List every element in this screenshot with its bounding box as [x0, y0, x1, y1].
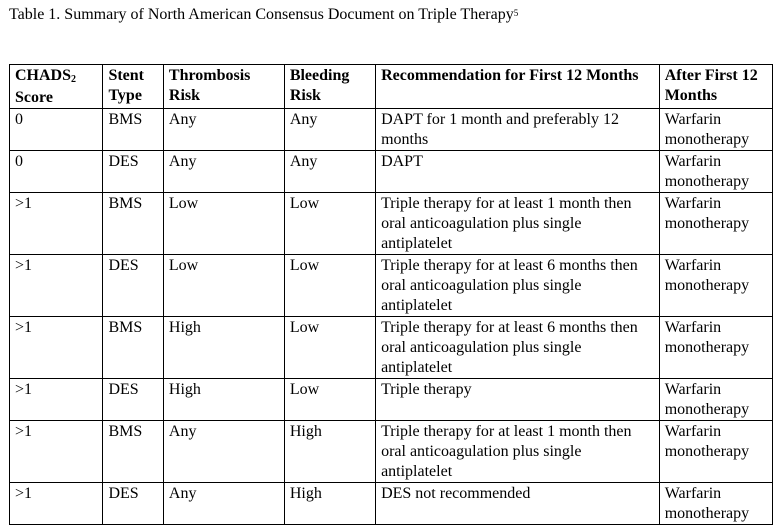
- cell-recommendation: Triple therapy for at least 6 months then oral anticoagulation plus single antiplatelet: [376, 317, 660, 379]
- cell-recommendation: DAPT for 1 month and preferably 12 months: [376, 109, 660, 151]
- cell-bleeding: Low: [284, 255, 375, 317]
- cell-after: Warfarin monotherapy: [659, 421, 772, 483]
- table-row: [10, 379, 773, 421]
- cell-chads: 0: [10, 151, 103, 193]
- table-row: [10, 109, 773, 151]
- table-row: [10, 317, 773, 379]
- cell-thrombosis: Any: [163, 421, 284, 483]
- cell-chads: >1: [10, 421, 103, 483]
- cell-recommendation: DAPT: [376, 151, 660, 193]
- table-row: [10, 483, 773, 525]
- cell-recommendation: DES not recommended: [376, 483, 660, 525]
- cell-recommendation: Triple therapy for at least 6 months then oral anticoagulation plus single antiplatelet: [376, 255, 660, 317]
- cell-after: Warfarin monotherapy: [659, 193, 772, 255]
- header-recommendation: Recommendation for First 12 Months: [376, 65, 660, 109]
- cell-after: Warfarin monotherapy: [659, 109, 772, 151]
- cell-chads: >1: [10, 317, 103, 379]
- table-row: [10, 151, 773, 193]
- cell-recommendation: Triple therapy: [376, 379, 660, 421]
- cell-thrombosis: Low: [163, 193, 284, 255]
- cell-stent: BMS: [103, 193, 163, 255]
- header-chads-score: [10, 65, 103, 109]
- cell-recommendation: Triple therapy for at least 1 month then oral anticoagulation plus single antiplatelet: [376, 421, 660, 483]
- cell-bleeding: Any: [284, 151, 375, 193]
- cell-after: Warfarin monotherapy: [659, 483, 772, 525]
- table-row: [10, 421, 773, 483]
- header-bleeding-risk: Bleeding Risk: [284, 65, 375, 109]
- cell-thrombosis: High: [163, 379, 284, 421]
- cell-bleeding: Low: [284, 317, 375, 379]
- cell-stent: BMS: [103, 109, 163, 151]
- triple-therapy-table: [9, 64, 773, 525]
- cell-thrombosis: High: [163, 317, 284, 379]
- header-chads-text2: Score: [15, 89, 53, 106]
- cell-chads: >1: [10, 193, 103, 255]
- cell-stent: BMS: [103, 317, 163, 379]
- table-row: [10, 193, 773, 255]
- cell-stent: DES: [103, 255, 163, 317]
- header-chads-text: CHADS: [15, 67, 72, 84]
- cell-bleeding: Any: [284, 109, 375, 151]
- header-row: [10, 65, 773, 109]
- cell-thrombosis: Any: [163, 109, 284, 151]
- caption-reference: 5: [513, 8, 519, 18]
- cell-chads: >1: [10, 379, 103, 421]
- caption-text: Table 1. Summary of North American Consensus Document on Triple Therapy: [9, 6, 514, 23]
- cell-thrombosis: Low: [163, 255, 284, 317]
- cell-bleeding: High: [284, 421, 375, 483]
- cell-stent: DES: [103, 483, 163, 525]
- cell-thrombosis: Any: [163, 483, 284, 525]
- cell-chads: >1: [10, 255, 103, 317]
- cell-chads: 0: [10, 109, 103, 151]
- cell-after: Warfarin monotherapy: [659, 151, 772, 193]
- cell-recommendation: Triple therapy for at least 1 month then oral anticoagulation plus single antiplatelet: [376, 193, 660, 255]
- cell-stent: BMS: [103, 421, 163, 483]
- cell-after: Warfarin monotherapy: [659, 317, 772, 379]
- cell-chads: >1: [10, 483, 103, 525]
- cell-stent: DES: [103, 151, 163, 193]
- header-chads-sub: 2: [71, 74, 77, 85]
- cell-stent: DES: [103, 379, 163, 421]
- cell-after: Warfarin monotherapy: [659, 255, 772, 317]
- header-thrombosis-risk: Thrombosis Risk: [163, 65, 284, 109]
- header-stent-type: Stent Type: [103, 65, 163, 109]
- header-after-12-months: After First 12 Months: [659, 65, 772, 109]
- table-caption: [9, 5, 518, 25]
- cell-after: Warfarin monotherapy: [659, 379, 772, 421]
- table-row: [10, 255, 773, 317]
- cell-bleeding: Low: [284, 193, 375, 255]
- cell-bleeding: High: [284, 483, 375, 525]
- cell-thrombosis: Any: [163, 151, 284, 193]
- cell-bleeding: Low: [284, 379, 375, 421]
